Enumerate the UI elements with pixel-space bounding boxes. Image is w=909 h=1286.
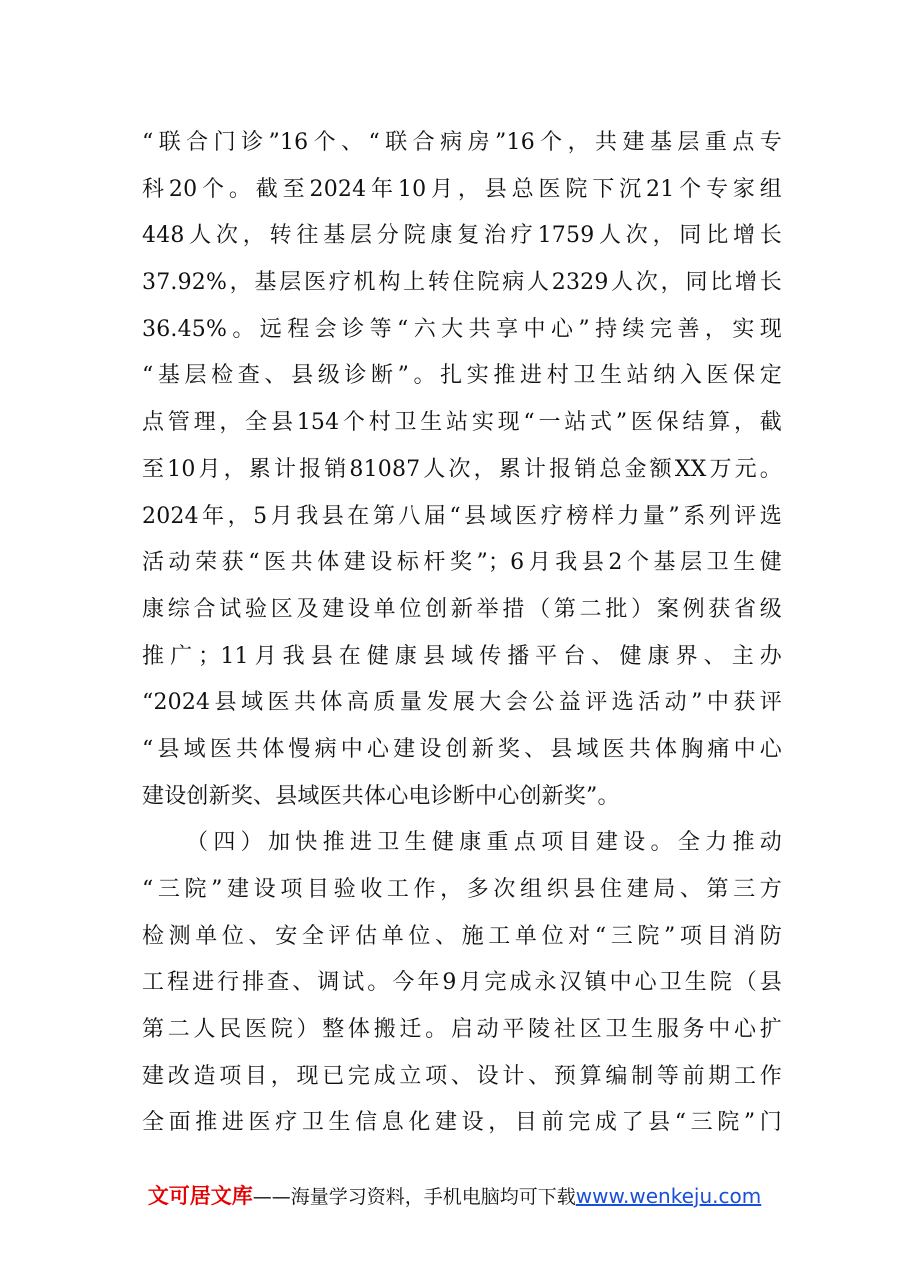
footer-description: ——海量学习资料，手机电脑均可下载 [252, 1186, 576, 1208]
text-line-11: 康综合试验区及建设单位创新举措（第二批）案例获省级 [142, 596, 782, 622]
text-line-22: 全面推进医疗卫生信息化建设，目前完成了县“三院”门 [142, 1110, 782, 1136]
text-line-8: 至10月，累计报销81087人次，累计报销总金额XX万元。 [142, 456, 782, 482]
text-line-5: 36.45%。远程会诊等“六大共享中心”持续完善，实现 [142, 316, 782, 342]
text-line-1: “联合门诊”16个、“联合病房”16个，共建基层重点专 [142, 130, 782, 155]
text-line-4: 37.92%，基层医疗机构上转住院病人2329人次，同比增长 [142, 270, 782, 296]
text-line-3: 448人次，转往基层分院康复治疗1759人次，同比增长 [142, 223, 782, 249]
text-line-2: 科20个。截至2024年10月，县总医院下沉21个专家组 [142, 176, 782, 202]
footer-watermark [0, 1180, 909, 1210]
text-line-13: “2024县域医共体高质量发展大会公益评选活动”中获评 [142, 690, 782, 716]
text-line-15: 建设创新奖、县域医共体心电诊断中心创新奖”。 [142, 783, 620, 809]
document-body [142, 120, 782, 1147]
text-line-10: 活动荣获“医共体建设标杆奖”；6月我县2个基层卫生健 [142, 550, 782, 576]
footer-brand: 文可居文库 [147, 1184, 253, 1208]
text-line-21: 建改造项目，现已完成立项、设计、预算编制等前期工作 [142, 1063, 782, 1089]
text-line-6: “基层检查、县级诊断”。扎实推进村卫生站纳入医保定 [142, 363, 782, 389]
text-line-18: 检测单位、安全评估单位、施工单位对“三院”项目消防 [142, 923, 782, 949]
footer-url-link[interactable]: www.wenkeju.com [575, 1184, 762, 1208]
section-heading-line: （四）加快推进卫生健康重点项目建设。全力推动 [186, 830, 782, 856]
text-line-7: 点管理，全县154个村卫生站实现“一站式”医保结算，截 [142, 410, 782, 436]
text-line-14: “县域医共体慢病中心建设创新奖、县域医共体胸痛中心 [142, 736, 782, 762]
text-line-9: 2024年，5月我县在第八届“县域医疗榜样力量”系列评选 [142, 503, 782, 529]
text-line-12: 推广；11月我县在健康县域传播平台、健康界、主办 [142, 643, 782, 669]
text-line-20: 第二人民医院）整体搬迁。启动平陵社区卫生服务中心扩 [142, 1017, 782, 1043]
text-line-19: 工程进行排查、调试。今年9月完成永汉镇中心卫生院（县 [142, 970, 782, 996]
text-line-17: “三院”建设项目验收工作，多次组织县住建局、第三方 [142, 877, 782, 902]
